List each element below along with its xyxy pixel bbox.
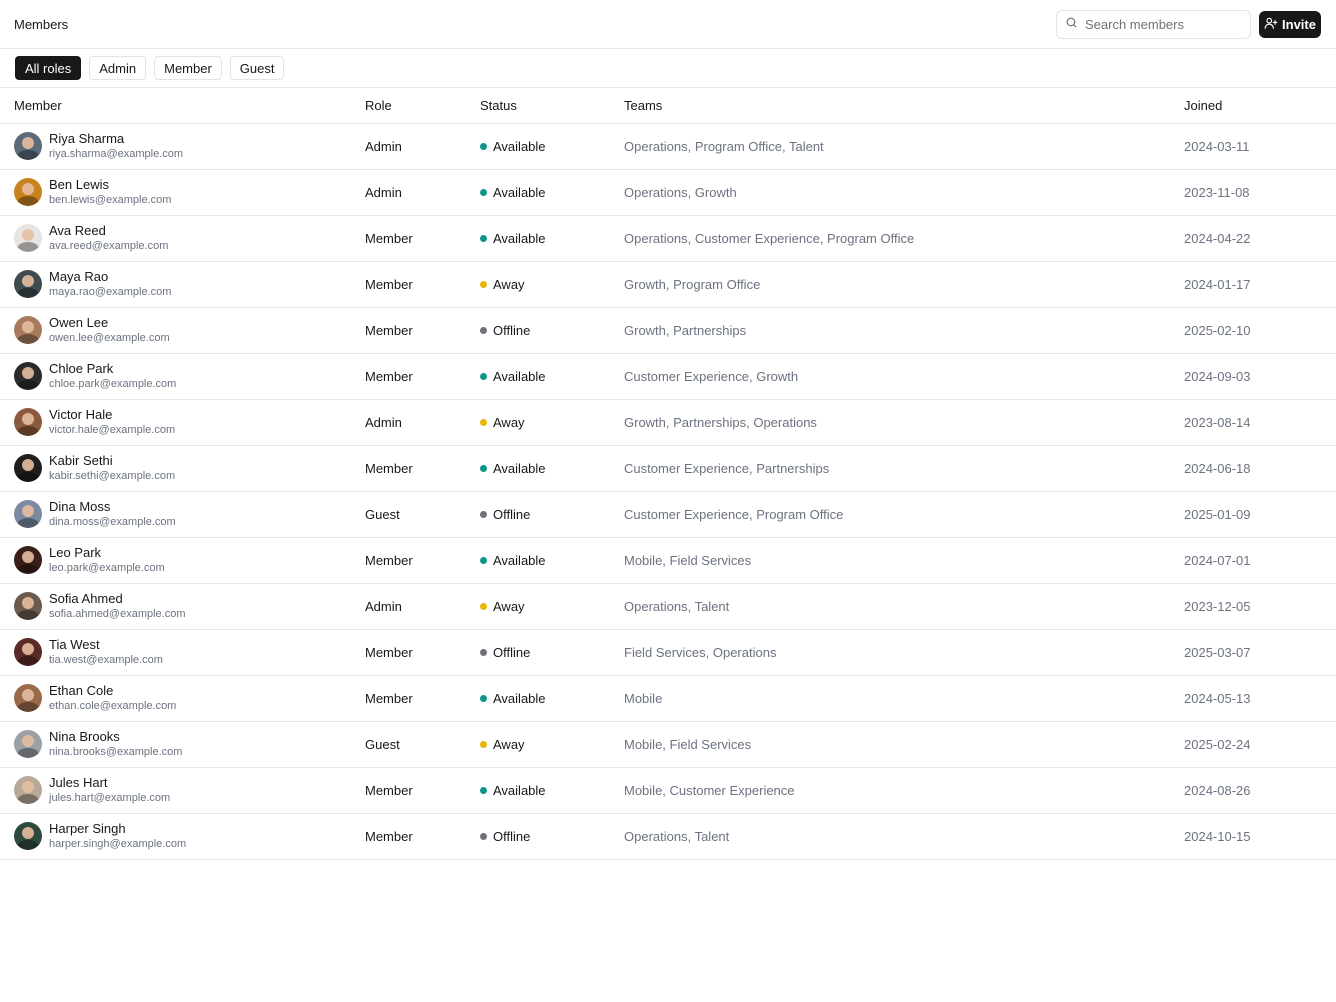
member-text: [49, 269, 171, 299]
member-info: [14, 269, 365, 299]
member-email: harper.singh@example.com: [49, 838, 187, 850]
member-cell: [0, 215, 365, 261]
member-name: Riya Sharma: [49, 131, 125, 146]
member-email: leo.park@example.com: [49, 562, 165, 574]
status-label: Available: [493, 460, 546, 476]
member-text: [49, 775, 170, 805]
member-name: Maya Rao: [49, 269, 109, 284]
status-label: Available: [493, 184, 546, 200]
member-cell: [0, 261, 365, 307]
member-name: Jules Hart: [49, 775, 108, 790]
column-header-role[interactable]: Role: [365, 88, 480, 123]
status-dot-icon: [480, 143, 487, 150]
status-badge: [480, 323, 624, 338]
status-dot-icon: [480, 787, 487, 794]
member-text: [49, 177, 171, 207]
member-teams: Customer Experience, Partnerships: [624, 445, 1184, 491]
status-badge: [480, 553, 624, 568]
member-teams: Mobile, Field Services: [624, 537, 1184, 583]
member-name: Chloe Park: [49, 361, 114, 376]
member-name: Leo Park: [49, 545, 102, 560]
member-info: [14, 361, 365, 391]
member-info: [14, 821, 365, 851]
member-teams: Operations, Growth: [624, 169, 1184, 215]
member-role: Guest: [365, 491, 480, 537]
member-role: Member: [365, 629, 480, 675]
status-badge: [480, 691, 624, 706]
member-email: jules.hart@example.com: [49, 792, 171, 804]
status-label: Away: [493, 414, 525, 430]
status-badge: [480, 185, 624, 200]
avatar[interactable]: [14, 776, 42, 804]
status-dot-icon: [480, 649, 487, 656]
avatar[interactable]: [14, 500, 42, 528]
member-text: [49, 821, 186, 851]
avatar[interactable]: [14, 546, 42, 574]
status-badge: [480, 461, 624, 476]
member-role: Admin: [365, 123, 480, 169]
member-cell: [0, 169, 365, 215]
member-name: Ethan Cole: [49, 683, 114, 698]
status-cell: [480, 629, 624, 675]
member-email: ben.lewis@example.com: [49, 194, 172, 206]
member-cell: [0, 583, 365, 629]
status-label: Available: [493, 368, 546, 384]
filter-chip-all-roles[interactable]: All roles: [15, 56, 81, 80]
member-info: [14, 499, 365, 529]
member-teams: Mobile, Field Services: [624, 721, 1184, 767]
table-row[interactable]: [0, 767, 1336, 813]
member-email: tia.west@example.com: [49, 654, 163, 666]
status-badge: [480, 737, 624, 752]
member-teams: Operations, Talent: [624, 813, 1184, 859]
avatar[interactable]: [14, 132, 42, 160]
member-role: Member: [365, 675, 480, 721]
member-joined-date: 2024-10-15: [1184, 813, 1336, 859]
member-joined-date: 2023-08-14: [1184, 399, 1336, 445]
status-cell: [480, 767, 624, 813]
member-text: [49, 407, 175, 437]
member-teams: Growth, Partnerships, Operations: [624, 399, 1184, 445]
member-info: [14, 315, 365, 345]
member-email: kabir.sethi@example.com: [49, 470, 176, 482]
member-cell: [0, 399, 365, 445]
status-badge: [480, 507, 624, 522]
status-dot-icon: [480, 741, 487, 748]
status-badge: [480, 415, 624, 430]
status-badge: [480, 139, 624, 154]
member-teams: Operations, Talent: [624, 583, 1184, 629]
member-info: [14, 131, 365, 161]
member-cell: [0, 491, 365, 537]
member-joined-date: 2024-01-17: [1184, 261, 1336, 307]
member-name: Tia West: [49, 637, 100, 652]
member-role: Member: [365, 767, 480, 813]
status-cell: [480, 537, 624, 583]
member-cell: [0, 307, 365, 353]
status-cell: [480, 353, 624, 399]
member-joined-date: 2024-05-13: [1184, 675, 1336, 721]
avatar[interactable]: [14, 408, 42, 436]
member-text: [49, 729, 182, 759]
filter-chip-admin[interactable]: Admin: [89, 56, 146, 80]
status-cell: [480, 583, 624, 629]
member-text: [49, 545, 165, 575]
table-row[interactable]: [0, 215, 1336, 261]
column-header-teams[interactable]: Teams: [624, 88, 1184, 123]
member-text: [49, 223, 168, 253]
member-teams: Operations, Program Office, Talent: [624, 123, 1184, 169]
member-teams: Field Services, Operations: [624, 629, 1184, 675]
member-info: [14, 637, 365, 667]
avatar[interactable]: [14, 684, 42, 712]
invite-button[interactable]: [1259, 11, 1321, 38]
status-badge: [480, 829, 624, 844]
member-text: [49, 453, 175, 483]
status-badge: [480, 231, 624, 246]
member-role: Guest: [365, 721, 480, 767]
table-row[interactable]: [0, 583, 1336, 629]
member-name: Nina Brooks: [49, 729, 120, 744]
status-cell: [480, 261, 624, 307]
member-cell: [0, 767, 365, 813]
member-email: ethan.cole@example.com: [49, 700, 177, 712]
status-label: Away: [493, 736, 525, 752]
member-role: Member: [365, 261, 480, 307]
member-email: riya.sharma@example.com: [49, 148, 184, 160]
table-row[interactable]: [0, 123, 1336, 169]
member-text: [49, 361, 176, 391]
table-row[interactable]: [0, 399, 1336, 445]
column-header-status[interactable]: Status: [480, 88, 624, 123]
member-info: [14, 591, 365, 621]
status-cell: [480, 169, 624, 215]
member-email: chloe.park@example.com: [49, 378, 177, 390]
table-row[interactable]: [0, 721, 1336, 767]
member-name: Harper Singh: [49, 821, 126, 836]
member-role: Member: [365, 353, 480, 399]
member-email: nina.brooks@example.com: [49, 746, 183, 758]
status-dot-icon: [480, 373, 487, 380]
status-dot-icon: [480, 603, 487, 610]
avatar[interactable]: [14, 822, 42, 850]
status-dot-icon: [480, 695, 487, 702]
user-plus-icon: [1264, 16, 1278, 33]
table-row[interactable]: [0, 353, 1336, 399]
table-row[interactable]: [0, 537, 1336, 583]
status-badge: [480, 645, 624, 660]
member-cell: [0, 123, 365, 169]
avatar[interactable]: [14, 316, 42, 344]
member-joined-date: 2024-09-03: [1184, 353, 1336, 399]
avatar[interactable]: [14, 270, 42, 298]
member-text: [49, 315, 170, 345]
member-teams: Customer Experience, Program Office: [624, 491, 1184, 537]
avatar[interactable]: [14, 638, 42, 666]
status-label: Available: [493, 138, 546, 154]
member-cell: [0, 721, 365, 767]
status-dot-icon: [480, 557, 487, 564]
avatar[interactable]: [14, 730, 42, 758]
status-label: Away: [493, 598, 525, 614]
status-label: Offline: [493, 644, 531, 660]
member-joined-date: 2024-06-18: [1184, 445, 1336, 491]
table-row[interactable]: [0, 675, 1336, 721]
member-role: Admin: [365, 399, 480, 445]
status-cell: [480, 215, 624, 261]
table-row[interactable]: [0, 629, 1336, 675]
member-role: Member: [365, 307, 480, 353]
status-label: Available: [493, 782, 546, 798]
members-table: [0, 88, 1336, 860]
member-email: victor.hale@example.com: [49, 424, 176, 436]
status-cell: [480, 491, 624, 537]
member-joined-date: 2024-07-01: [1184, 537, 1336, 583]
member-cell: [0, 445, 365, 491]
avatar[interactable]: [14, 592, 42, 620]
member-info: [14, 545, 365, 575]
status-dot-icon: [480, 235, 487, 242]
member-text: [49, 591, 186, 621]
status-cell: [480, 721, 624, 767]
member-cell: [0, 537, 365, 583]
member-teams: Mobile, Customer Experience: [624, 767, 1184, 813]
status-dot-icon: [480, 419, 487, 426]
member-email: dina.moss@example.com: [49, 516, 176, 528]
member-teams: Mobile: [624, 675, 1184, 721]
avatar[interactable]: [14, 178, 42, 206]
status-label: Available: [493, 690, 546, 706]
member-joined-date: 2025-02-24: [1184, 721, 1336, 767]
column-header-member[interactable]: Member: [0, 88, 365, 123]
member-joined-date: 2024-08-26: [1184, 767, 1336, 813]
table-row[interactable]: [0, 307, 1336, 353]
member-email: owen.lee@example.com: [49, 332, 170, 344]
table-row[interactable]: [0, 169, 1336, 215]
member-role: Member: [365, 445, 480, 491]
member-cell: [0, 353, 365, 399]
member-name: Ava Reed: [49, 223, 106, 238]
table-row[interactable]: [0, 813, 1336, 859]
member-text: [49, 131, 183, 161]
table-row[interactable]: [0, 491, 1336, 537]
member-cell: [0, 813, 365, 859]
avatar[interactable]: [14, 362, 42, 390]
member-joined-date: 2023-12-05: [1184, 583, 1336, 629]
member-email: ava.reed@example.com: [49, 240, 169, 252]
member-role: Admin: [365, 583, 480, 629]
status-cell: [480, 123, 624, 169]
status-dot-icon: [480, 833, 487, 840]
status-label: Available: [493, 552, 546, 568]
member-text: [49, 637, 163, 667]
column-header-joined[interactable]: Joined: [1184, 88, 1336, 123]
member-role: Admin: [365, 169, 480, 215]
filter-chip-member[interactable]: Member: [154, 56, 222, 80]
status-dot-icon: [480, 281, 487, 288]
member-email: sofia.ahmed@example.com: [49, 608, 186, 620]
search-box[interactable]: [1056, 10, 1251, 39]
status-dot-icon: [480, 327, 487, 334]
member-joined-date: 2024-03-11: [1184, 123, 1336, 169]
member-joined-date: 2025-03-07: [1184, 629, 1336, 675]
status-label: Away: [493, 276, 525, 292]
member-joined-date: 2025-01-09: [1184, 491, 1336, 537]
member-info: [14, 453, 365, 483]
status-label: Available: [493, 230, 546, 246]
member-info: [14, 407, 365, 437]
member-info: [14, 177, 365, 207]
member-text: [49, 499, 176, 529]
status-badge: [480, 277, 624, 292]
member-info: [14, 775, 365, 805]
member-role: Member: [365, 813, 480, 859]
search-input[interactable]: [1085, 17, 1235, 32]
top-bar: [0, 0, 1336, 49]
status-label: Offline: [493, 506, 531, 522]
member-joined-date: 2025-02-10: [1184, 307, 1336, 353]
search-icon: [1065, 16, 1078, 34]
member-info: [14, 223, 365, 253]
member-name: Ben Lewis: [49, 177, 109, 192]
member-name: Sofia Ahmed: [49, 591, 123, 606]
status-cell: [480, 399, 624, 445]
page-title: Members: [14, 16, 69, 32]
avatar[interactable]: [14, 454, 42, 482]
member-email: maya.rao@example.com: [49, 286, 172, 298]
status-label: Offline: [493, 322, 531, 338]
member-info: [14, 683, 365, 713]
status-badge: [480, 599, 624, 614]
invite-label: Invite: [1282, 17, 1316, 32]
table-row[interactable]: [0, 261, 1336, 307]
member-cell: [0, 675, 365, 721]
avatar[interactable]: [14, 224, 42, 252]
member-role: Member: [365, 537, 480, 583]
member-name: Owen Lee: [49, 315, 109, 330]
member-teams: Growth, Partnerships: [624, 307, 1184, 353]
status-label: Offline: [493, 828, 531, 844]
member-joined-date: 2023-11-08: [1184, 169, 1336, 215]
status-badge: [480, 369, 624, 384]
member-teams: Customer Experience, Growth: [624, 353, 1184, 399]
table-row[interactable]: [0, 445, 1336, 491]
member-cell: [0, 629, 365, 675]
status-dot-icon: [480, 511, 487, 518]
filter-chip-guest[interactable]: Guest: [230, 56, 285, 80]
member-text: [49, 683, 176, 713]
member-teams: Growth, Program Office: [624, 261, 1184, 307]
member-teams: Operations, Customer Experience, Program Office: [624, 215, 1184, 261]
member-joined-date: 2024-04-22: [1184, 215, 1336, 261]
member-info: [14, 729, 365, 759]
member-name: Victor Hale: [49, 407, 113, 422]
status-badge: [480, 783, 624, 798]
status-cell: [480, 307, 624, 353]
member-name: Dina Moss: [49, 499, 111, 514]
status-cell: [480, 445, 624, 491]
status-cell: [480, 675, 624, 721]
status-dot-icon: [480, 465, 487, 472]
status-cell: [480, 813, 624, 859]
member-role: Member: [365, 215, 480, 261]
role-filter-bar: [0, 49, 1336, 88]
table-header-row: [0, 88, 1336, 123]
status-dot-icon: [480, 189, 487, 196]
member-name: Kabir Sethi: [49, 453, 113, 468]
